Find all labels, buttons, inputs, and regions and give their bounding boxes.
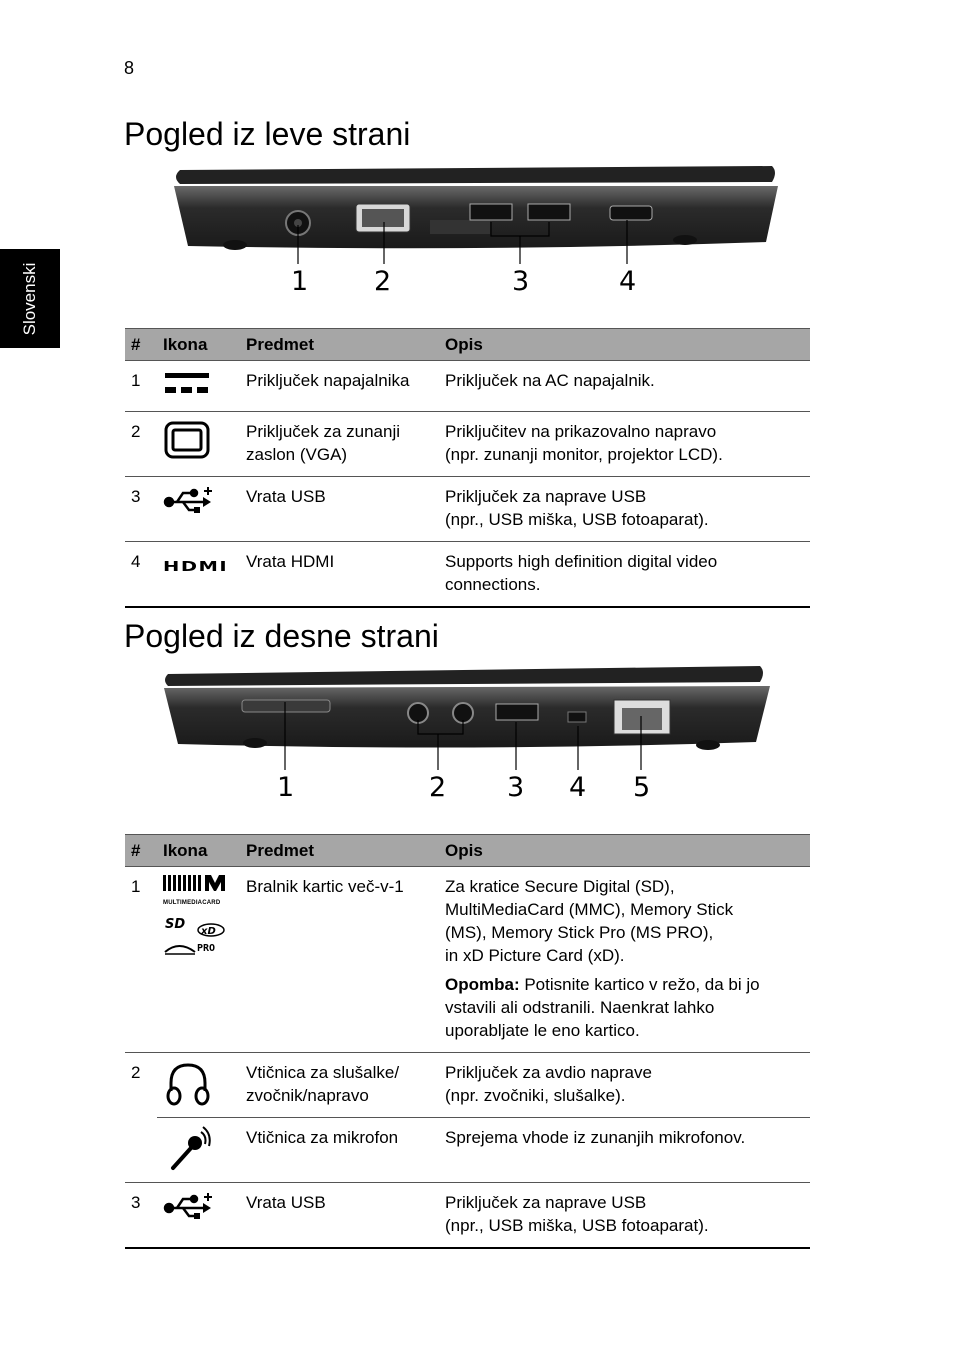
row-item: Bralnik kartic več-v-1 — [240, 867, 439, 1053]
header-icon: Ikona — [157, 329, 240, 361]
row-item: Priključek za zunanji zaslon (VGA) — [240, 412, 439, 477]
usb-icon — [163, 1191, 213, 1221]
ms-pro-label: PRO — [197, 943, 216, 954]
row-item: Vtičnica za slušalke/ zvočnik/napravo — [240, 1053, 439, 1118]
right-callout-leaders — [0, 680, 954, 780]
table-header-row — [125, 329, 810, 361]
card-reader-icon — [163, 875, 227, 960]
left-callout-4: 4 — [619, 266, 637, 297]
svg-text:xD: xD — [201, 926, 216, 937]
table-row — [125, 542, 810, 608]
row-number — [125, 1118, 157, 1183]
row-number: 3 — [125, 1183, 157, 1249]
table-row — [125, 477, 810, 542]
table-row — [125, 361, 810, 412]
row-description: Priključitev na prikazovalno napravo (npr. zunanji monitor, projektor LCD). — [439, 412, 810, 477]
right-callout-2: 2 — [429, 772, 447, 803]
right-view-title: Pogled iz desne strani — [124, 618, 439, 654]
row-description: Priključek na AC napajalnik. — [439, 361, 810, 412]
header-number: # — [125, 835, 157, 867]
memory-stick-logo-icon — [163, 942, 197, 956]
left-callout-leaders — [0, 0, 954, 300]
table-row — [125, 1053, 810, 1118]
left-view-title: Pogled iz leve strani — [124, 116, 411, 152]
vga-icon — [163, 420, 213, 460]
microphone-icon — [163, 1126, 213, 1172]
left-callout-2: 2 — [374, 266, 392, 297]
row-number: 1 — [125, 867, 157, 1053]
header-description: Opis — [439, 329, 810, 361]
language-label: Slovenski — [20, 262, 39, 336]
right-callout-1: 1 — [277, 772, 295, 803]
header-icon: Ikona — [157, 835, 240, 867]
row-note — [445, 973, 804, 1042]
header-description: Opis — [439, 835, 810, 867]
right-callout-4: 4 — [569, 772, 587, 803]
row-item: Priključek napajalnika — [240, 361, 439, 412]
row-item: Vrata USB — [240, 477, 439, 542]
note-label: Opomba: — [445, 975, 520, 994]
row-description: Priključek za naprave USB (npr., USB miška, USB fotoaparat). — [439, 477, 810, 542]
right-ports-table — [125, 834, 810, 1249]
dc-power-icon — [163, 369, 213, 401]
table-row — [125, 412, 810, 477]
header-item: Predmet — [240, 329, 439, 361]
row-number: 2 — [131, 1063, 141, 1082]
header-item: Predmet — [240, 835, 439, 867]
row-number: 2 — [125, 412, 157, 477]
usb-icon — [163, 485, 213, 515]
row-description: Priključek za naprave USB (npr., USB miška, USB fotoaparat). — [439, 1183, 810, 1249]
svg-text:SD: SD — [165, 917, 186, 932]
mmc-logo-icon — [163, 875, 225, 891]
mmc-label: MULTIMEDIACARD — [163, 900, 221, 906]
left-callout-1: 1 — [291, 266, 309, 297]
row-item: Vrata USB — [240, 1183, 439, 1249]
header-number: # — [125, 329, 157, 361]
page-number: 8 — [124, 58, 135, 78]
row-number: 3 — [125, 477, 157, 542]
row-item: Vrata HDMI — [240, 542, 439, 608]
row-number: 1 — [125, 361, 157, 412]
row-item: Vtičnica za mikrofon — [240, 1118, 439, 1183]
headphones-icon — [163, 1061, 213, 1107]
table-row — [125, 867, 810, 1053]
right-callout-3: 3 — [507, 772, 525, 803]
row-description: Za kratice Secure Digital (SD), MultiMediaCard (MMC), Memory Stick (MS), Memory Stick Pro (MS PRO), in xD Picture Card (xD). — [445, 877, 734, 965]
sd-xd-logo-icon — [163, 915, 225, 937]
table-header-row — [125, 835, 810, 867]
row-number: 4 — [125, 542, 157, 608]
table-row — [125, 1118, 810, 1183]
row-description: Priključek za avdio naprave (npr. zvočniki, slušalke). — [439, 1053, 810, 1118]
hdmi-icon: HDMI — [163, 560, 229, 575]
note-text: Potisnite kartico v režo, da bi jo vstavili ali odstranili. Naenkrat lahko uporabljate le eno kartico. — [445, 975, 760, 1040]
row-description: Sprejema vhode iz zunanjih mikrofonov. — [439, 1118, 810, 1183]
row-description: Supports high definition digital video connections. — [439, 542, 810, 608]
left-ports-table — [125, 328, 810, 608]
left-callout-3: 3 — [512, 266, 530, 297]
right-callout-5: 5 — [633, 772, 651, 803]
table-row — [125, 1183, 810, 1249]
